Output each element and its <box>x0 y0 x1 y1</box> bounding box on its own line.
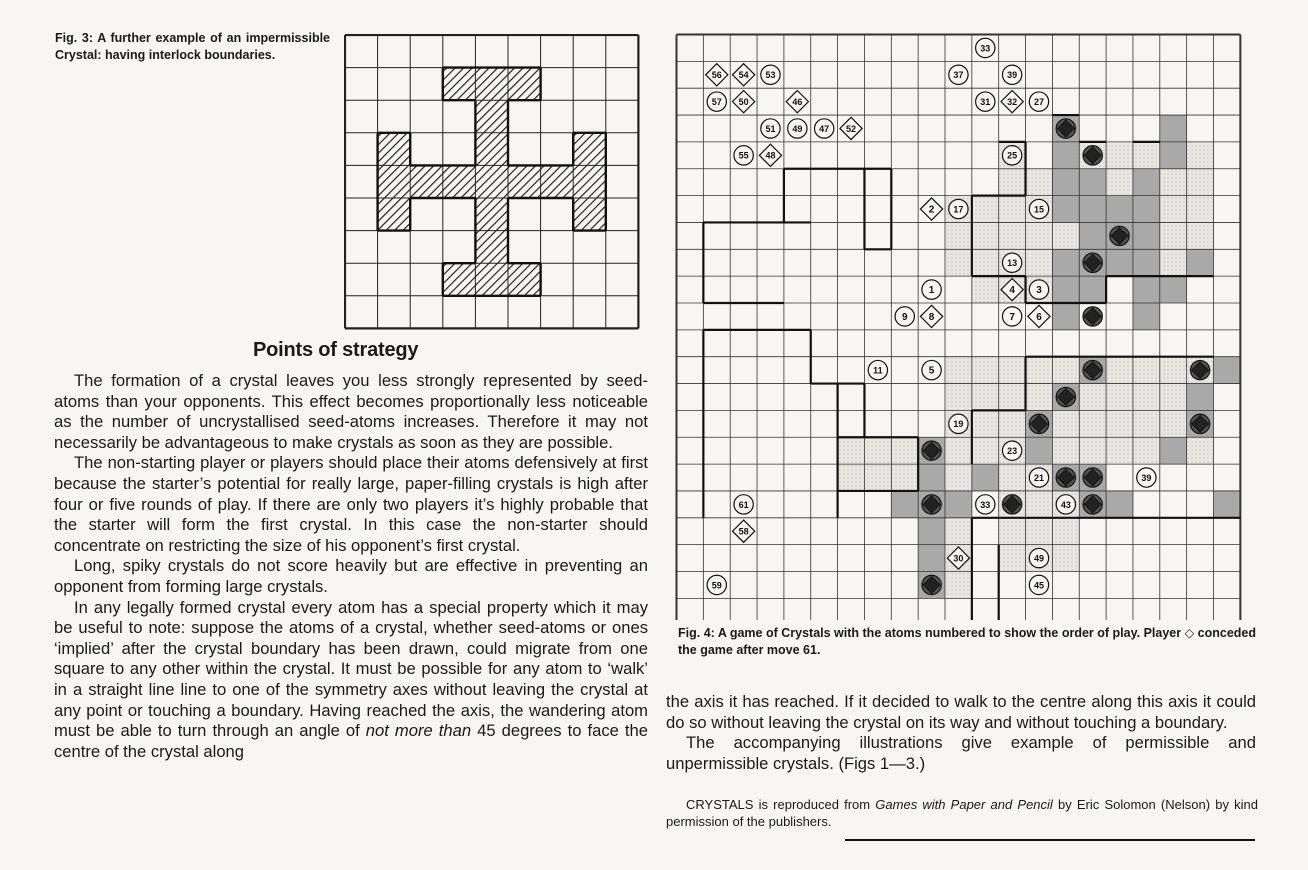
crystal-core-cell <box>1079 196 1106 223</box>
crystal-core-cell <box>1160 142 1187 169</box>
move-number: 13 <box>1007 258 1018 269</box>
move-number: 49 <box>792 123 803 134</box>
hatched-cell <box>475 100 508 133</box>
move-number: 47 <box>819 123 830 134</box>
move-number: 50 <box>738 97 749 108</box>
strategy-paragraph-1: The formation of a crystal leaves you less strongly represented by seed-atoms than your opponents. This effect becomes proportionally less noticeable as the number of uncrystallised seed-atoms increases. Therefore it may not necessarily be advantageous to make crystals as soon as they are possible. <box>54 371 648 452</box>
crystal-core-cell <box>1187 249 1214 276</box>
hatched-cell <box>378 165 411 198</box>
crystal-core-cell <box>1052 142 1079 169</box>
fig4-caption: Fig. 4: A game of Crystals with the atoms numbered to show the order of play. Player ◇ conceded the game after move 61. <box>678 626 1257 657</box>
crystal-core-cell <box>1133 169 1160 196</box>
move-number: 23 <box>1007 446 1018 457</box>
move-number: 25 <box>1007 150 1018 161</box>
hatched-cell <box>443 68 476 101</box>
crystal-core-cell <box>918 464 945 491</box>
move-number: 57 <box>711 97 722 108</box>
crystal-core-cell <box>1214 491 1241 518</box>
strategy-body <box>54 371 648 762</box>
crystal-core-cell <box>1133 249 1160 276</box>
move-number: 31 <box>980 97 991 108</box>
crystal-core-cell <box>1079 276 1106 303</box>
crystal-core-cell <box>1052 249 1079 276</box>
hatched-cell <box>541 165 574 198</box>
crystal-core-cell <box>1052 196 1079 223</box>
crystal-core-cell <box>1160 276 1187 303</box>
move-number: 7 <box>1009 311 1015 323</box>
crystal-core-cell <box>1106 196 1133 223</box>
move-number: 5 <box>928 365 935 377</box>
move-number: 56 <box>711 70 722 81</box>
move-number: 33 <box>980 43 991 54</box>
hatched-cell <box>573 198 606 231</box>
move-number: 53 <box>765 70 776 81</box>
move-number: 2 <box>928 204 935 216</box>
move-number: 3 <box>1036 284 1042 296</box>
move-number: 48 <box>765 150 776 161</box>
strategy-paragraph-2: The non-starting player or players should place their atoms defensively at first because the starter’s potential for really large, paper-filling crystals is high after four or five rounds of play. If there are only two players it’s highly probable that the starter will form the first crystal. In this case the non-starter should concentrate on restricting the size of his opponent’s first crystal. <box>54 453 648 555</box>
crystal-core-cell <box>1079 169 1106 196</box>
crystal-core-cell <box>1133 222 1160 249</box>
hatched-cell <box>573 165 606 198</box>
move-number: 17 <box>953 204 964 215</box>
crystal-core-cell <box>1052 169 1079 196</box>
strategy-paragraph-3: Long, spiky crystals do not score heavily but are effective in preventing an opponent from forming large crystals. <box>54 556 648 596</box>
move-number: 61 <box>738 499 749 510</box>
hatched-cell <box>475 198 508 231</box>
move-number: 4 <box>1009 284 1015 296</box>
crystal-core-cell <box>945 491 972 518</box>
move-number: 49 <box>1033 553 1044 564</box>
hatched-cell <box>443 263 476 296</box>
move-number: 30 <box>953 553 964 564</box>
fig4-game-board <box>675 33 1260 620</box>
crystal-core-cell <box>1160 115 1187 142</box>
move-number: 51 <box>765 123 776 134</box>
emphasis-text: not more than <box>365 721 472 741</box>
move-number: 39 <box>1141 472 1152 483</box>
crystal-core-cell <box>918 545 945 572</box>
move-number: 11 <box>873 365 883 376</box>
move-number: 32 <box>1007 97 1018 108</box>
move-number: 54 <box>738 70 749 81</box>
crystal-core-cell <box>1052 276 1079 303</box>
hatched-cell <box>475 133 508 166</box>
hatched-cell <box>475 165 508 198</box>
move-number: 19 <box>953 419 964 430</box>
move-number: 8 <box>928 311 935 323</box>
move-number: 27 <box>1033 97 1044 108</box>
crystal-core-cell <box>1106 249 1133 276</box>
fig3-caption: Fig. 3: A further example of an impermissible Crystal: having interlock boundaries. <box>55 31 330 62</box>
hatched-cell <box>475 231 508 264</box>
crystal-core-cell <box>1052 303 1079 330</box>
move-number: 37 <box>953 70 964 81</box>
hatched-cell <box>508 68 541 101</box>
crystal-core-cell <box>1133 276 1160 303</box>
continued-text <box>666 692 1256 774</box>
move-number: 43 <box>1060 499 1071 510</box>
move-number: 9 <box>901 311 908 323</box>
move-number: 21 <box>1033 472 1044 483</box>
book-title: Games with Paper and Pencil <box>875 797 1053 812</box>
continued-paragraph-2: The accompanying illustrations give example of permissible and unpermissible crystals. (Figs 1—3.) <box>666 733 1256 773</box>
crystal-core-cell <box>972 464 999 491</box>
move-number: 45 <box>1033 580 1044 591</box>
move-number: 55 <box>738 150 749 161</box>
continued-paragraph-1: the axis it has reached. If it decided to walk to the centre along this axis it could do so without leaving the crystal on its way and without touching a boundary. <box>666 692 1256 732</box>
hatched-cell <box>410 165 443 198</box>
crystal-core-cell <box>1214 357 1241 384</box>
crystal-core-cell <box>1079 222 1106 249</box>
hatched-cell <box>475 263 508 296</box>
move-number: 1 <box>928 284 935 296</box>
crystal-core-cell <box>1133 196 1160 223</box>
hatched-cell <box>378 133 411 166</box>
move-number: 6 <box>1036 311 1042 323</box>
move-number: 15 <box>1033 204 1044 215</box>
strategy-heading: Points of strategy <box>253 339 419 361</box>
crystal-core-cell <box>891 491 918 518</box>
hatched-cell <box>475 68 508 101</box>
strategy-paragraph-4: In any legally formed crystal every atom has a special property which it may be useful to note: suppose the atoms of a crystal, whether seed-atoms or ones ‘implied’ after the crystal boundary has been drawn, could migrate from one square to any other within the crystal. It must be possible for any atom to ‘walk’ in a straight line line to one of the symmetry axes without leaving the crystal at any point or touching a boundary. Having reached the axis, the wandering atom must be able to turn through an angle of not more than 45 degrees to face the centre of the crystal along <box>54 597 648 761</box>
crystal-core-cell <box>1106 491 1133 518</box>
crystal-core-cell <box>1187 384 1214 411</box>
crystal-core-cell <box>1160 437 1187 464</box>
move-number: 59 <box>711 580 722 591</box>
crystal-core-cell <box>918 518 945 545</box>
crystal-core-cell <box>1026 437 1053 464</box>
fig3-crystal-grid <box>344 34 642 336</box>
hatched-cell <box>573 133 606 166</box>
hatched-cell <box>378 198 411 231</box>
hatched-cell <box>508 165 541 198</box>
hatched-cell <box>443 165 476 198</box>
credit-line: CRYSTALS is reproduced from Games with Paper and Pencil by Eric Solomon (Nelson) by kind permission of the publishers. <box>666 797 1258 829</box>
move-number: 46 <box>792 97 803 108</box>
move-number: 39 <box>1007 70 1018 81</box>
move-number: 33 <box>980 499 991 510</box>
crystal-core-cell <box>1133 303 1160 330</box>
hatched-cell <box>508 263 541 296</box>
bottom-rule <box>845 839 1255 841</box>
move-number: 52 <box>846 123 857 134</box>
move-number: 58 <box>738 526 749 537</box>
